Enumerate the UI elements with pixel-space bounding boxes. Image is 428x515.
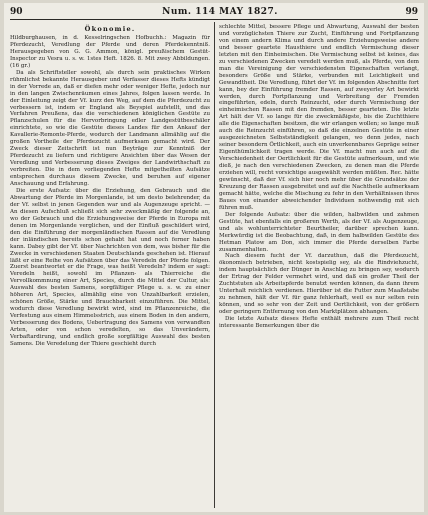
newspaper-page (4, 3, 424, 512)
paragraph: Da als Schriftsteller sowohl, als durch sein praktisches Wirken rühmlichst bekannte Herausgeber und Verfasser dieses Hefts kündigt in der Vorrede an, daß er diefen mehr oder weniger Hefte, jedoch nur in den langen Zwischenräumen eines Jahres, folgen lassen werde. In der Einleitung zeigt der Vf. kurz den Weg, auf dem die Pferdezucht zu verbessern ist, indem er England als Beyspiel aufstellt, und das Verfahren Preußens, das die verschiedenen königlichen Gestüte zu Pflanzschulen für die Hervorbringung edler Landgestütbeschäler einrichtete, so wie die Gestüte dieses Landes für den Ankauf der Kavallerie-Remonte-Pferde, wodurch der Landmann allmählig auf die großen Vortheile der Pferdezucht aufmerksam gemacht wird. Der Zweck dieser Zeitschrift ist nun Beyträge zur Kenntniß der Pferdezucht zu liefern und richtigere Ansichten über das Wesen der Veredlung und Verbesserung dieses Zweiges der Landwirthschaft zu verbreiten. Die in dem vorliegenden Hefte mitgetheilten Aufsätze entsprechen durchaus diesem Zwecke, und beruhen auf eigener Anschauung und Erfahrung. (10, 69, 210, 188)
issue-date-line: Num. 114 MAY 1827. (162, 7, 278, 17)
page-number-left: 90 (10, 7, 23, 17)
paragraph: Die erste Aufsatz: über die Erziehung, den Gebrauch und die Abwartung der Pferde im Morgenlande, ist um desto belehrender, da der Vf. selbst in jenen Gegenden war und als Augenzeuge spricht. — An diesen Aufschluß schließt sich sehr zweckmäßig der folgende an, wo der Gebrauch und die Erziehungsweise der Pferde in Europa mit denen im Morgenlande verglichen, und der Einfluß geschildert wird, den die Einführung der morgenländischen Rassen auf die Veredlung der inländischen bereits schon gehabt hat und noch ferner haben kann. Dabey gibt der Vf. über Nachrichten von dem, was bisher für die Zwecke in verschiedenen Staaten Deutschlands geschehen ist. Hierauf läßt er eine Reihe von Aufsätzen über das Veredeln der Pferde folgen. Zuerst beantwortet er die Frage, was heißt Veredeln? indem er sagt: Veredeln heißt, sowohl im Pflanzen- als Thierreiche die Vervollkommnung einer Art, Species, durch die Mittel der Cultur, als: Auswahl des besten Samens, sorgfältiger Pflege u. s. w. zu einer höheren Art, Species, allmählig eine von Unzahlbarkeit erzielen, schönen Größe, Stärke und Brauchbarkeit einzuführen. Die Mittel, wodurch diese Veredlung bewirkt wird, sind im Pflanzenreiche, die Verfestung aus einem Himmelsstrich, aus einem Boden in den andern, Verbesserung des Bodens, Uebertragung des Samens von verwandten Arten, oder von schon veredelten, so das Unverändern, Verbaftardirung, und endlich große sorgfältige Auswahl des besten Samens. Die Veredelung der Thiere geschieht durch (10, 187, 210, 347)
paragraph: Der folgende Aufsatz: über die wilden, halbwilden und zahmen Gestüte, hat ebenfalls ein großeren Werth, als der Vf. als Augenzeuge, und als wohlunterrichteter Beurtheiler, darüber sprechen kann. Merkwürdig ist die Beobachtung, daß, in dem halbwilden Gestüte des Hetman Platow am Don, sich immer die Pferde derselben Farbe zusammenhalten. (219, 211, 419, 253)
page-header (10, 5, 418, 19)
left-column-text (10, 35, 210, 348)
paragraph: Hildburghausen, in d. Kesselringschen Hofbuchh.: Magazin für Pferdezucht, Veredlung der Pferde und deren Pferdekenntniß. Herausgegeben von G. G. Ammon, königl. preußischem Gestüt-Inspector zu Vesra u. s. w. 1stes Heft. 1826. 8. Mit zwey Abbildungen. (16 gr.) (10, 35, 210, 69)
paragraph: schlechte Mittel, bessere Pflege und Abwartung, Auswahl der besten und vorzüglichsten Thiere zur Zucht, Einführung und Fortpflanzung von einem andern Klima und durch andere Erziehungsweise andere und besser geartete Hausthiere und endlich Vermischung dieser letzten mit den Einheimischen. Die Vermischung selbst ist keines, das zu verschiedenen Zwecken veredelt werden muß, als Pferde, von dem man die Vereinigung der verschiedensten Eigenschaften verlangt, besonders Größe und Stärke, verbunden mit Leichtigkeit und Gewandtheit. Die Veredlung, führt der Vf. im folgenden Abschnitte fort kann, bey der Einführung fremder Rassen, auf zweyerley Art bewirkt werden, durch Fortpflanzung und Verbreitung der Fremden eingeführten, edeln, durch Reinzucht, oder durch Vermischung der einheimischen Rassen mit den fremden, besser gearteten. Die letzte Art hält der Vf. so lange für die zweckmäßigste, bis die Zuchtthiere alle die Eigenschaften besitzen, die wir erlangen wollen; so lange muß auch die Reinzucht einführen, so daß die einzelnen Gestüte in einer ausgezeichneten Selbstständigkeit gelangen, wo denn jedes, nach seiner besondern Örtlichkeit, auch ein unverkennbares Gepräge seiner Eigenthümlichkeit tragen werde. Die Vf. macht nun auch auf die Verschiedenheit der Oertlichkeit für die Gestüte aufmerksam, und wie dieß, je nach den verschiedenen Zwecken, zu denen man die Pferde erziehen will, recht vorsichtige ausgewählt werden müßten. Rec. hätte gewünscht, daß der Vf. sich hier noch mehr über die Grundsätze der Kreuzung der Rassen ausgebreitet und auf die Nachtheile aufmerksam gemacht hätte, welche die Mischung zu fehr in den Verhältnissen ihres Baues von einander abweichender Individuen nothwendig mit sich führen muß. (219, 24, 419, 211)
right-column (219, 24, 419, 508)
column-divider (214, 22, 215, 508)
section-title: Ökonomie. (84, 25, 136, 33)
paragraph: Nach diesem fucht der Vf. darzuthun, daß die Pferdezucht, ökonomisch betrieben, nicht kostspielig sey, als die Rindviehzucht, indem hauptsächlich der Dünger in Anschlag zu bringen sey, wodurch der Ertrag der Felder vermehrt wird, und daß ein großer Theil der Zuchtstuten als Arbeitspferde benutzt werden können, da dann ihrem Unterhalt reichlich verdienen. Hierüber ist die Futter zum Maaßstabe zu nehmen, hält der Vf. für ganz fehlerhaft, weil es nur selten rein können, und so sehr von der Zeit und Oertlichkeit, von der größern oder geringern Entfernung von den Marktplätzen abhangen. (219, 253, 419, 316)
right-column-text (219, 24, 419, 330)
page-number-right: 99 (405, 7, 418, 17)
header-rule (10, 19, 418, 20)
paragraph: Die letzte Aufsatz dieses Hefte enthält mehrere zum Theil recht interessante Bemerkungen über die (219, 316, 419, 329)
left-column (10, 24, 210, 508)
